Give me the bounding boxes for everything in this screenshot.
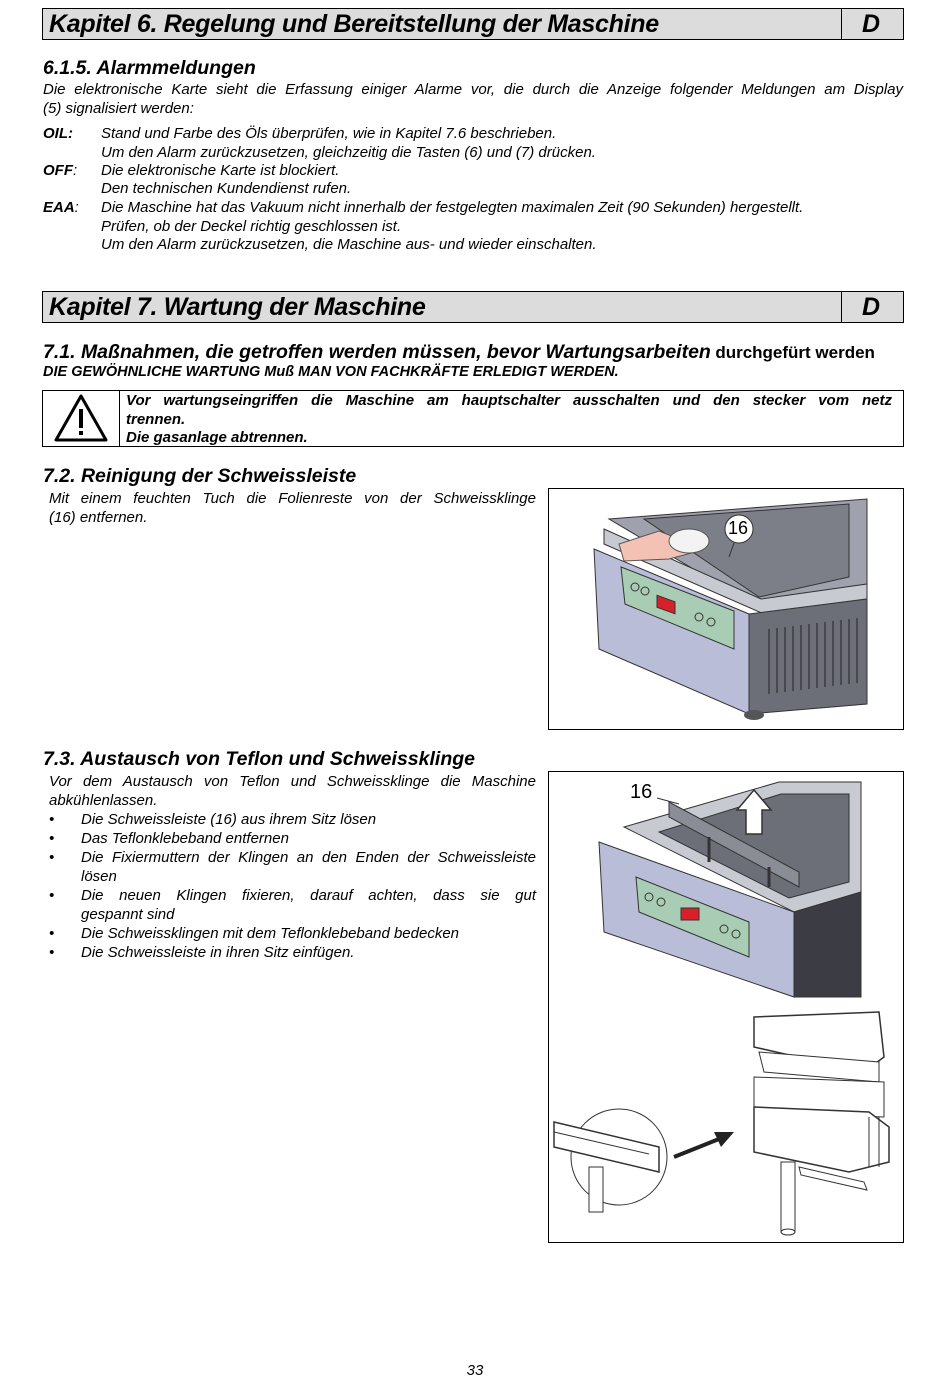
warning-line1: Vor wartungseingriffen die Maschine am hauptschalter ausschalten und den stecker vom netz xyxy=(126,392,892,409)
chapter6-title: Kapitel 6. Regelung und Bereitstellung der Maschine xyxy=(49,10,659,38)
alarm-off-line1: Die elektronische Karte ist blockiert. xyxy=(101,162,340,179)
section-72-text-line1: Mit einem feuchten Tuch die Folienreste von der Schweissklinge xyxy=(49,490,536,507)
alarm-off-line2: Den technischen Kundendienst rufen. xyxy=(101,180,352,197)
step-3-line2: lösen xyxy=(81,868,117,885)
chapter7-header xyxy=(42,291,904,323)
figure-72-label: 16 xyxy=(728,518,749,538)
chapter7-title: Kapitel 7. Wartung der Maschine xyxy=(49,293,426,321)
sealing-bar-replacement-illustration xyxy=(549,772,903,1242)
alarm-code-eaa: EAA: xyxy=(43,199,79,216)
section-615-heading: 6.1.5. Alarmmeldungen xyxy=(43,57,256,79)
list-item xyxy=(49,924,536,943)
warning-line3: Die gasanlage abtrennen. xyxy=(126,429,308,446)
alarm-eaa-line2: Prüfen, ob der Deckel richtig geschlossen ist. xyxy=(101,218,402,235)
step-2-line1: Das Teflonklebeband entfernen xyxy=(81,830,289,847)
figure-73-label: 16 xyxy=(630,781,653,803)
chapter7-lang: D xyxy=(841,292,903,322)
alarm-code-eaa-text: EAA xyxy=(43,199,75,216)
section-615-intro-line1: Die elektronische Karte sieht die Erfassung einiger Alarme vor, die durch die Anzeige folgender Meldungen am Display xyxy=(43,81,903,98)
step-4-line2: gespannt sind xyxy=(81,906,175,923)
list-item xyxy=(49,943,536,962)
alarm-code-off: OFF: xyxy=(43,162,78,179)
alarm-oil-line1: Stand und Farbe des Öls überprüfen, wie in Kapitel 7.6 beschrieben. xyxy=(101,125,557,142)
bullet-dot: • xyxy=(49,830,55,847)
list-item xyxy=(49,829,536,848)
step-1-line1: Die Schweissleiste (16) aus ihrem Sitz lösen xyxy=(81,811,377,828)
section-73-intro-line1: Vor dem Austausch von Teflon und Schweissklinge die Maschine xyxy=(49,773,536,790)
section-71-heading-bold: 7.1. Maßnahmen, die getroffen werden müssen, bevor Wartungsarbeiten xyxy=(43,341,711,363)
page-number: 33 xyxy=(466,1362,484,1379)
alarm-oil-line2: Um den Alarm zurückzusetzen, gleichzeitig die Tasten (6) und (7) drücken. xyxy=(101,144,596,161)
bullet-dot: • xyxy=(49,811,55,828)
section-72-heading: 7.2. Reinigung der Schweissleiste xyxy=(43,465,357,487)
list-item xyxy=(49,886,536,924)
section-71-heading-rest: durchgefürt werden xyxy=(715,343,875,362)
warning-line2: trennen. xyxy=(126,410,186,428)
chapter6-header xyxy=(42,8,904,40)
bullet-dot: • xyxy=(49,887,55,904)
alarm-eaa-line3: Um den Alarm zurückzusetzen, die Maschine aus- und wieder einschalten. xyxy=(101,236,597,253)
bullet-dot: • xyxy=(49,944,55,961)
figure-sealing-bar-cleaning xyxy=(548,488,904,730)
vacuum-machine-cleaning-illustration xyxy=(549,489,903,729)
section-73-heading: 7.3. Austausch von Teflon und Schweissklinge xyxy=(43,748,475,770)
figure-sealing-bar-replacement xyxy=(548,771,904,1243)
bullet-dot: • xyxy=(49,849,55,866)
warning-triangle-icon xyxy=(43,391,119,446)
warning-box xyxy=(42,390,904,447)
warning-icon-cell xyxy=(43,391,120,446)
step-6-line1: Die Schweissleiste in ihren Sitz einfügen. xyxy=(81,944,355,961)
warning-text xyxy=(126,392,892,448)
list-item xyxy=(49,810,536,829)
alarm-code-off-text: OFF xyxy=(43,162,73,179)
section-72-text-line2: (16) entfernen. xyxy=(49,509,148,526)
step-3-line1: Die Fixiermuttern der Klingen an den Enden der Schweissleiste xyxy=(81,849,536,866)
chapter6-lang: D xyxy=(841,9,903,39)
section-71-heading xyxy=(43,341,875,364)
alarm-eaa-line1: Die Maschine hat das Vakuum nicht innerhalb der festgelegten maximalen Zeit (90 Sekunden) hergestellt. xyxy=(101,199,804,216)
section-71-subheading: DIE GEWÖHNLICHE WARTUNG Muß MAN VON FACHKRÄFTE ERLEDIGT WERDEN. xyxy=(43,364,619,380)
step-5-line1: Die Schweissklingen mit dem Teflonklebeband bedecken xyxy=(81,925,460,942)
section-73-steps xyxy=(49,810,536,962)
step-4-line1: Die neuen Klingen fixieren, darauf achten, dass sie gut xyxy=(81,887,536,904)
section-615-intro-line2: (5) signalisiert werden: xyxy=(43,100,194,117)
alarm-code-oil: OIL: xyxy=(43,125,73,142)
section-73-intro-line2: abkühlenlassen. xyxy=(49,792,158,809)
list-item xyxy=(49,848,536,886)
bullet-dot: • xyxy=(49,925,55,942)
